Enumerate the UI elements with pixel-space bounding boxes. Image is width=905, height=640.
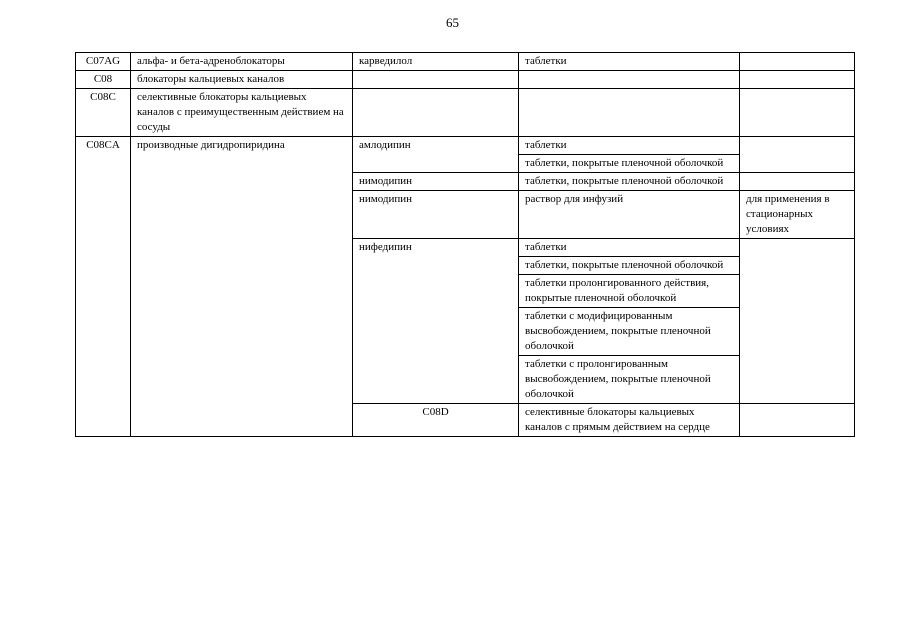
dosage-form: таблетки, покрытые пленочной оболочкой [519,155,740,173]
drug-name [353,71,519,89]
atc-code: C08CA [76,137,131,437]
atc-code: C08D [353,404,519,437]
usage-note [740,239,855,404]
atc-group-name: альфа- и бета-адреноблокаторы [131,53,353,71]
drug-name: карведилол [353,53,519,71]
atc-group-name: селективные блокаторы кальциевых каналов с прямым действием на сердце [519,404,740,437]
dosage-form: таблетки [519,239,740,257]
table-row-c08ca [76,137,855,155]
dosage-form: раствор для инфузий [519,191,740,239]
dosage-form [519,89,740,137]
table-row-c08 [76,71,855,89]
dosage-form: таблетки, покрытые пленочной оболочкой [519,173,740,191]
usage-note [740,89,855,137]
atc-code: C07AG [76,53,131,71]
dosage-form: таблетки пролонгированного действия, покрытые пленочной оболочкой [519,275,740,308]
dosage-form: таблетки [519,137,740,155]
table-row-c08c [76,89,855,137]
atc-group-name: селективные блокаторы кальциевых каналов с преимущественным действием на сосуды [131,89,353,137]
drug-name: нимодипин [353,173,519,191]
drug-name [740,404,855,437]
atc-group-name: производные дигидропиридина [131,137,353,437]
drug-name: нифедипин [353,239,519,404]
table-row-c07ag [76,53,855,71]
usage-note [740,137,855,173]
drug-name [353,89,519,137]
usage-note [740,53,855,71]
usage-note: для применения в стационарных условиях [740,191,855,239]
atc-code: C08C [76,89,131,137]
usage-note [740,71,855,89]
dosage-form: таблетки [519,53,740,71]
drug-name: нимодипин [353,191,519,239]
dosage-form: таблетки, покрытые пленочной оболочкой [519,257,740,275]
usage-note [740,173,855,191]
atc-group-name: блокаторы кальциевых каналов [131,71,353,89]
drug-classification-table [75,52,855,437]
atc-code: C08 [76,71,131,89]
dosage-form [519,71,740,89]
dosage-form: таблетки с пролонгированным высвобождением, покрытые пленочной оболочкой [519,356,740,404]
dosage-form: таблетки с модифицированным высвобождением, покрытые пленочной оболочкой [519,308,740,356]
page-number: 65 [446,15,459,30]
drug-name: амлодипин [353,137,519,173]
